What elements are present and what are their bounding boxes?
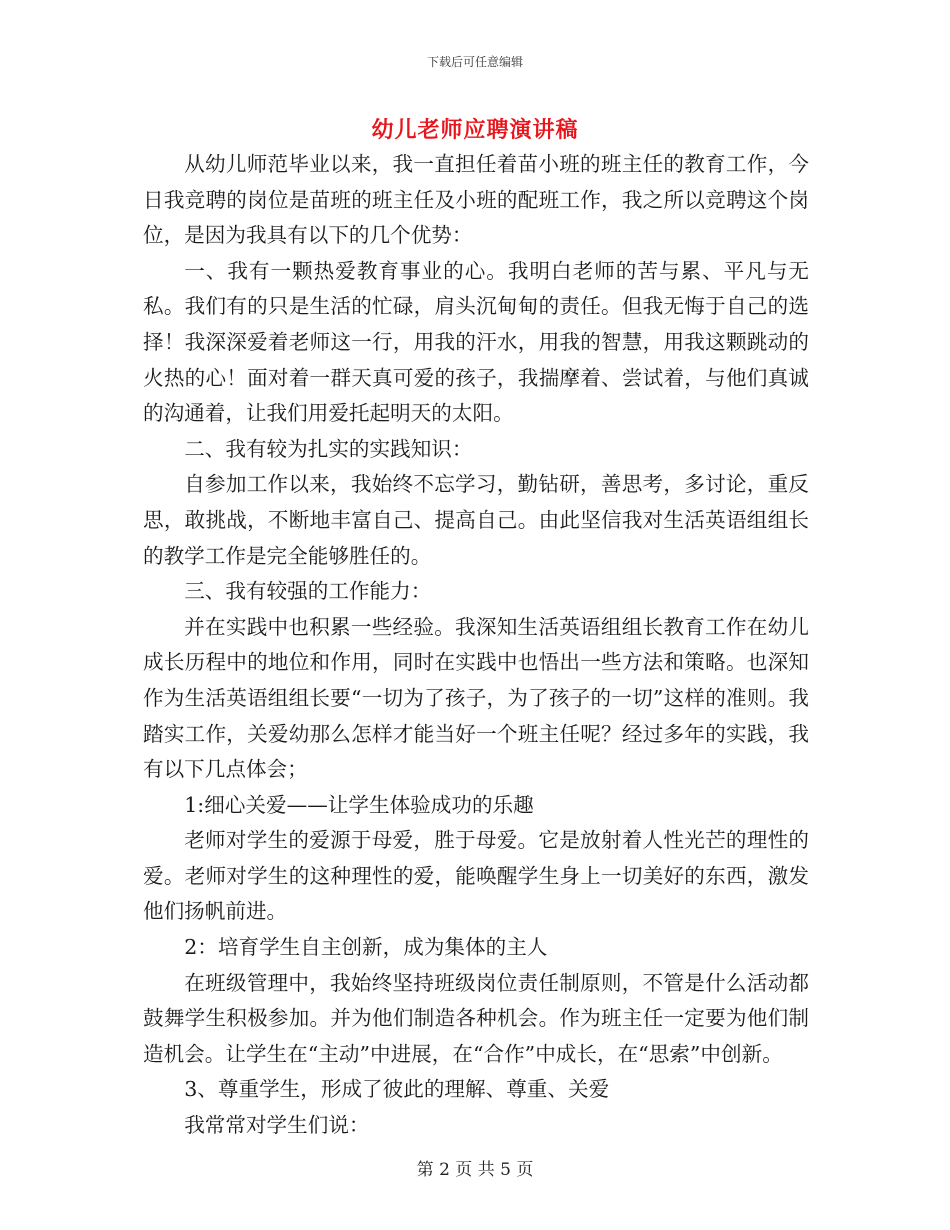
paragraph: 三、我有较强的工作能力：: [184, 579, 432, 604]
page-header: 下载后可任意编辑: [426, 55, 523, 69]
paragraph: 一、我有一颗热爱教育事业的心。我明白老师的苦与累、平凡与无私。我们有的只是生活的忙碌，肩头沉甸甸的责任。但我无悔于自己的选择！我深深爱着老师这一行，用我的汗水，用我的智慧，用我这颗跳动的火热的心！面对着一群天真可爱的孩子，我揣摩着、尝试着，与他们真诚的沟通着，让我们用爱托起明天的太阳。: [143, 258, 809, 426]
paragraph: 老师对学生的爱源于母爱，胜于母爱。它是放射着人性光芒的理性的爱。老师对学生的这种理性的爱，能唤醒学生身上一切美好的东西，激发他们扬帆前进。: [143, 828, 809, 924]
page-number-footer: 第 2 页 共 5 页: [416, 1160, 534, 1180]
paragraph: 3、尊重学生，形成了彼此的理解、尊重、关爱: [184, 1077, 610, 1102]
paragraph: 在班级管理中，我始终坚持班级岗位责任制原则，不管是什么活动都鼓舞学生积极参加。并为他们制造各种机会。作为班主任一定要为他们制造机会。让学生在“主动”中进展，在“合作”中成长，在“思索”中创新。: [143, 970, 809, 1066]
paragraph: 从幼儿师范毕业以来，我一直担任着苗小班的班主任的教育工作，今日我竞聘的岗位是苗班的班主任及小班的配班工作，我之所以竞聘这个岗位，是因为我具有以下的几个优势：: [143, 152, 809, 248]
paragraph: 自参加工作以来，我始终不忘学习，勤钻研，善思考，多讨论，重反思，敢挑战，不断地丰富自己、提高自己。由此坚信我对生活英语组组长的教学工作是完全能够胜任的。: [143, 472, 809, 568]
paragraph: 1:细心关爱——让学生体验成功的乐趣: [184, 792, 534, 817]
paragraph: 二、我有较为扎实的实践知识：: [184, 436, 473, 461]
document-title: 幼儿老师应聘演讲稿: [371, 117, 579, 143]
paragraph: 并在实践中也积累一些经验。我深知生活英语组组长教育工作在幼儿成长历程中的地位和作用，同时在实践中也悟出一些方法和策略。也深知作为生活英语组组长要“一切为了孩子，为了孩子的一切”这样的准则。我踏实工作，关爱幼那么怎样才能当好一个班主任呢？经过多年的实践，我有以下几点体会；: [143, 614, 809, 782]
paragraph: 我常常对学生们说：: [184, 1113, 370, 1138]
paragraph: 2：培育学生自主创新，成为集体的主人: [184, 935, 548, 960]
document-body: [143, 147, 809, 1144]
